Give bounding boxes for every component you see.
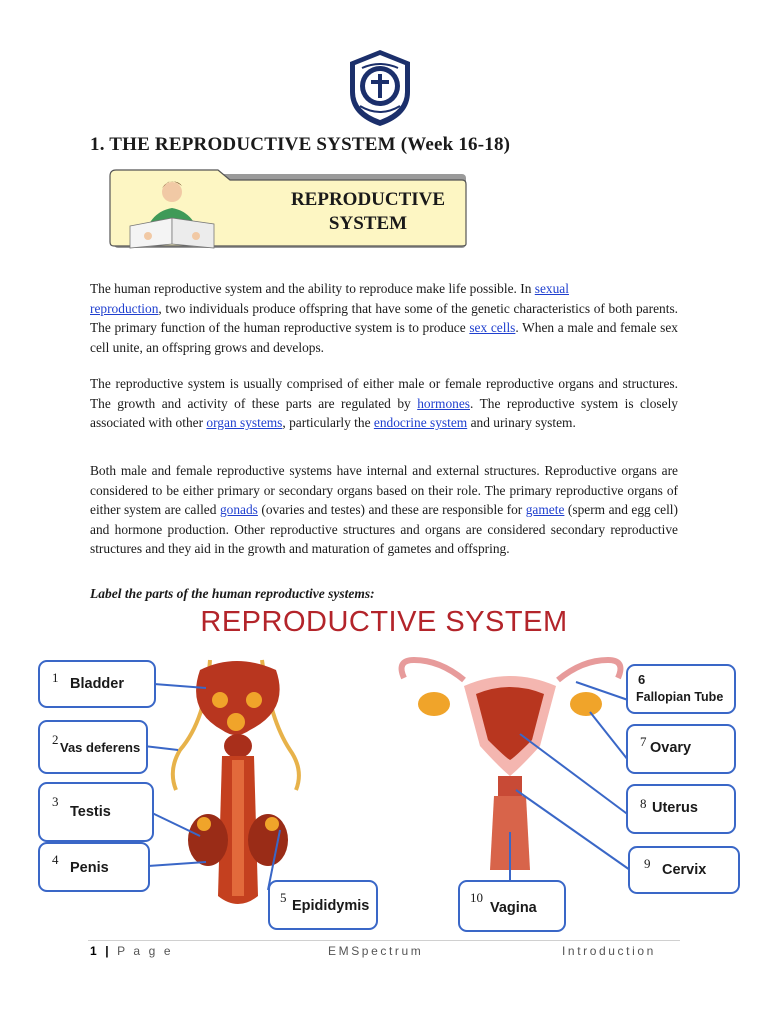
link-hormones[interactable]: hormones <box>417 395 470 411</box>
text-run: The reproductive system is usually comprised of either male or female reproductive organs and structures. The growth and activity of these parts are regulated by <box>90 376 678 411</box>
instruction-text: Label the parts of the human reproductive systems: <box>90 586 375 601</box>
text-run: . The reproductive system is closely associated with other <box>90 395 678 430</box>
banner-title <box>268 188 468 236</box>
label-vagina <box>458 880 566 932</box>
footer-right: Introduction <box>562 944 656 958</box>
label-uterus <box>626 784 736 834</box>
banner-title-line2: SYSTEM <box>328 213 408 234</box>
link-endocrine-system[interactable]: endocrine system <box>373 415 468 430</box>
text-run: and urinary system. <box>467 415 576 430</box>
text-run: , two individuals produce offspring that have some of the genetic characteristics of both parents. The primary function of the human reproductive system is to produce <box>90 300 678 335</box>
label-text: Ovary <box>650 740 692 756</box>
label-number: 10 <box>470 890 483 905</box>
footer-divider <box>88 940 680 941</box>
banner-title-line1: REPRODUCTIVE <box>290 189 446 210</box>
label-text: Vas deferens <box>60 740 141 755</box>
label-ovary <box>626 724 736 774</box>
footer-page-word: P a g e <box>117 944 174 958</box>
link-gonads[interactable]: gonads <box>219 502 258 517</box>
label-text: Uterus <box>652 800 698 816</box>
label-number: 3 <box>52 794 59 809</box>
link-sexual[interactable]: sexual <box>534 281 569 296</box>
paragraph-structures <box>90 461 678 559</box>
label-number: 1 <box>52 670 59 685</box>
label-text: Cervix <box>662 862 707 878</box>
figure-title: REPRODUCTIVE SYSTEM <box>200 606 568 638</box>
text-run: Both male and female reproductive systems have internal and external structures. Reproductive organs are considered to be either primary or secondary organs based on their role. The primary reproductive organs of either system are called <box>90 463 678 517</box>
text-run: . When a male and female sex cell unite, an offspring grows and develops. <box>90 320 678 355</box>
label-epididymis <box>268 880 378 930</box>
footer-page: 1 | P a g e <box>90 944 174 958</box>
label-text: Epididymis <box>292 898 370 914</box>
label-number: 8 <box>640 796 647 811</box>
label-vas-deferens <box>38 720 148 774</box>
label-fallopian-tube <box>626 664 736 714</box>
male-anatomy-illustration <box>173 660 299 904</box>
label-cervix <box>628 846 740 894</box>
label-text: Testis <box>70 804 111 820</box>
label-number: 9 <box>644 856 651 871</box>
label-penis <box>38 842 150 892</box>
text-run: (ovaries and testes) and these are responsible for <box>257 502 526 517</box>
text-run: The human reproductive system and the ability to reproduce make life possible. In <box>90 281 535 296</box>
page-heading: 1. THE REPRODUCTIVE SYSTEM (Week 16-18) <box>90 134 511 155</box>
label-number: 4 <box>52 852 59 867</box>
label-text: Fallopian Tube <box>636 690 724 704</box>
reproductive-system-figure <box>0 600 768 936</box>
link-sex-cells[interactable]: sex cells <box>469 320 516 335</box>
school-seal-logo <box>340 46 420 128</box>
link-gamete[interactable]: gamete <box>525 502 565 517</box>
label-text: Bladder <box>70 676 124 692</box>
label-number: 5 <box>280 890 287 905</box>
label-text: Penis <box>70 860 109 876</box>
label-number: 2 <box>52 732 59 747</box>
paragraph-organs <box>90 374 678 433</box>
footer-page-number: 1 <box>90 944 100 958</box>
paragraph-intro <box>90 279 678 357</box>
label-number: 7 <box>640 734 647 749</box>
footer-center: EMSpectrum <box>328 944 424 958</box>
text-run: , particularly the <box>282 415 374 430</box>
text-run: (sperm and egg cell) and hormone production. Other reproductive structures and organs are considered secondary reproductive structures and they aid in the growth and maturation of gametes and offspring. <box>90 502 678 556</box>
link-reproduction[interactable]: reproduction <box>90 300 159 316</box>
label-number: 6 <box>638 672 646 687</box>
label-text: Vagina <box>490 900 537 916</box>
label-bladder <box>38 660 156 708</box>
link-organ-systems[interactable]: organ systems <box>206 415 283 430</box>
label-testis <box>38 782 154 842</box>
